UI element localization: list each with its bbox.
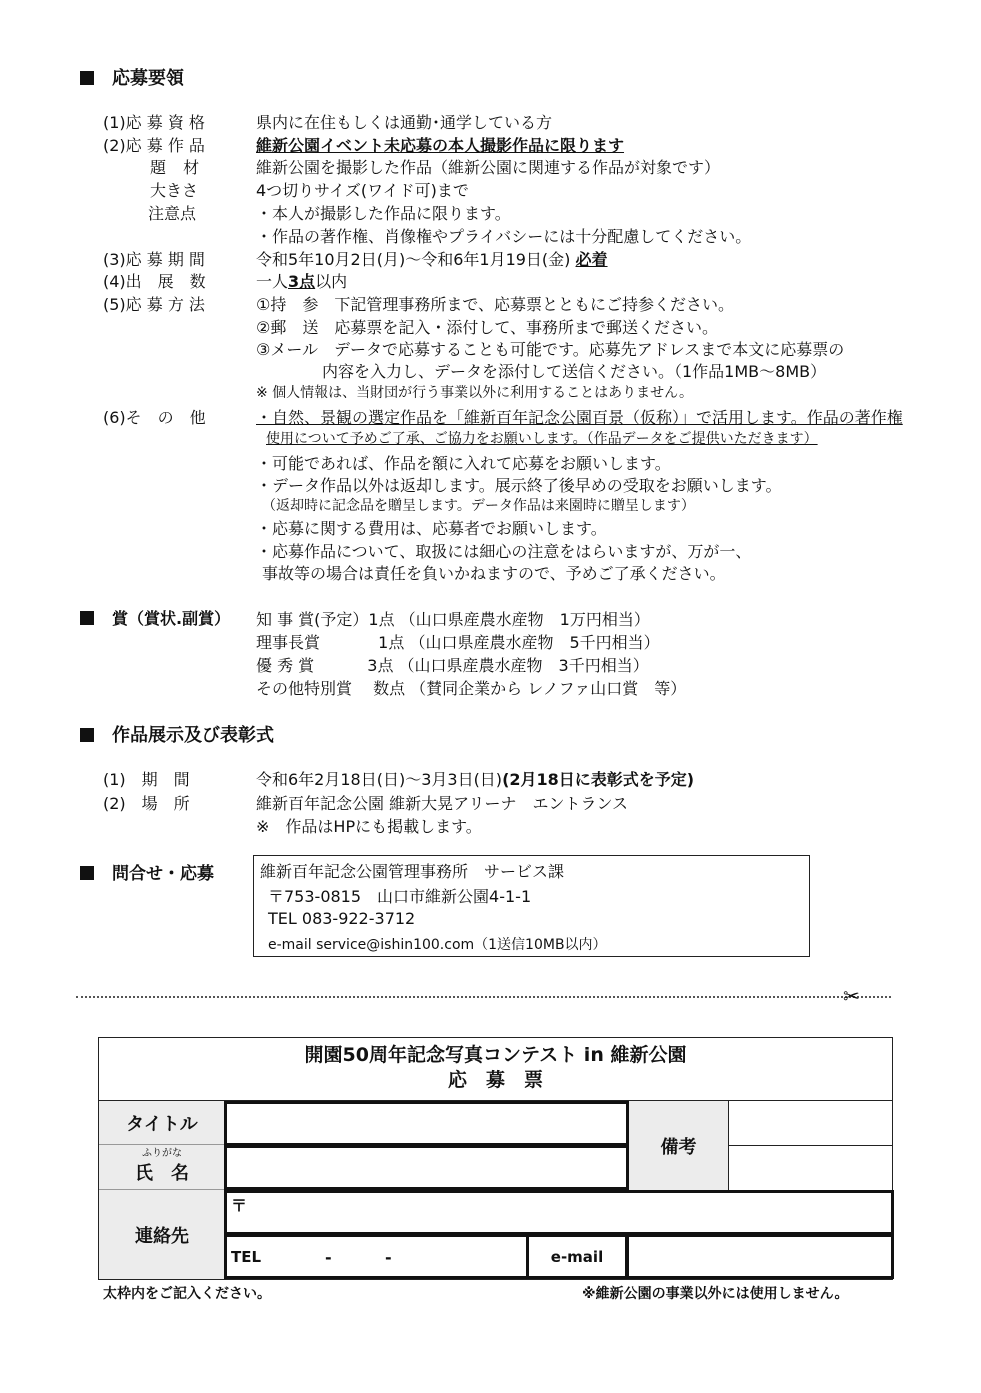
sub3-label: 注意点: [148, 204, 197, 223]
square-bullet-icon: [80, 611, 94, 625]
req3-bold: 必着: [575, 250, 608, 269]
req2-text: 維新公園イベント未応募の本人撮影作品に限ります: [256, 136, 625, 155]
req5-note: ※ 個人情報は、当財団が行う事業以外に利用することはありません。: [256, 385, 694, 401]
req6-line3: ・可能であれば、作品を額に入れて応募をお願いします。: [256, 454, 671, 473]
exhibit-period-text: 令和6年2月18日(日)～3月3日(日)(2月18日に表彰式を予定): [256, 770, 695, 789]
email-field[interactable]: [626, 1234, 894, 1279]
email-label: e-mail: [526, 1234, 628, 1279]
section-heading-exhibit: 作品展示及び表彰式: [80, 721, 274, 747]
sub2-text: 4つ切りサイズ(ワイド可)まで: [256, 181, 469, 200]
req6-line8: 事故等の場合は責任を負いかねますので、予めご了承ください。: [262, 564, 726, 583]
req6-line7: ・応募作品について、取扱には細心の注意をはらいますが、万が一、: [256, 542, 752, 561]
req4-label: (4)出 展 数: [103, 272, 206, 291]
req3-label: (3)応 募 期 間: [103, 250, 205, 269]
sub1-label: 題 材: [150, 158, 206, 177]
sub2-label: 大きさ: [150, 181, 199, 200]
square-bullet-icon: [80, 71, 94, 85]
sub3-text2: ・作品の著作権、肖像権やプライバシーには十分配慮してください。: [256, 227, 752, 246]
req6-line4: ・データ作品以外は返却します。展示終了後早めの受取をお願いします。: [256, 476, 782, 495]
contact-tel: TEL 083-922-3712: [268, 909, 416, 928]
bikou-field-2[interactable]: [728, 1145, 892, 1190]
exhibit-place-label: (2) 場 所: [103, 794, 190, 813]
req2-label: (2)応 募 作 品: [103, 136, 205, 155]
req6-line2: 使用について予めご了承、ご協力をお願いします。（作品データをご提供いただきます）: [266, 431, 818, 447]
tel-dash-2: -: [385, 1248, 392, 1267]
section-heading-contact: 問合せ・応募: [80, 859, 214, 884]
label-name-box: [99, 1145, 225, 1190]
entry-form: [98, 1037, 893, 1280]
req5-line1: ①持 参 下記管理事務所まで、応募票とともにご持参ください。: [256, 295, 735, 314]
label-name: 氏 名: [135, 1163, 189, 1184]
tel-dash-1: -: [325, 1248, 332, 1267]
form-title-main: 開園50周年記念写真コンテスト in 維新公園: [304, 1044, 687, 1066]
label-bikou: 備考: [629, 1101, 728, 1190]
name-field[interactable]: [224, 1145, 629, 1190]
award-row-4: その他特別賞 数点 （賛同企業から レノファ山口賞 等）: [256, 679, 687, 698]
contact-office: 維新百年記念公園管理事務所 サービス課: [260, 862, 565, 881]
contact-address: 〒753-0815 山口市維新公園4-1-1: [268, 887, 532, 906]
exhibit-note: ※ 作品はHPにも掲載します。: [256, 817, 482, 836]
award-row-1: 知 事 賞(予定）1点 （山口県産農水産物 1万円相当）: [256, 610, 650, 629]
req1-label: (1)応 募 資 格: [103, 113, 205, 132]
section-heading-awards: 賞（賞状.副賞）: [80, 606, 230, 629]
sub1-text: 維新公園を撮影した作品（維新公園に関連する作品が対象です）: [256, 158, 721, 177]
bikou-field-1[interactable]: [728, 1101, 892, 1146]
label-contact: 連絡先: [99, 1190, 225, 1279]
req6-line5: （返却時に記念品を贈呈します。データ作品は来園時に贈呈します）: [262, 498, 695, 514]
form-title: [99, 1038, 892, 1100]
req1-text: 県内に在住もしくは通勤･通学している方: [256, 113, 553, 132]
scissors-icon: ✂: [843, 984, 860, 1008]
req5-label: (5)応 募 方 法: [103, 295, 205, 314]
sub3-text1: ・本人が撮影した作品に限ります。: [256, 204, 511, 223]
exhibit-place-text: 維新百年記念公園 維新大晃アリーナ エントランス: [256, 794, 628, 813]
req6-label: (6)そ の 他: [103, 408, 206, 427]
label-furigana: ふりがな: [142, 1148, 182, 1159]
cut-line: [76, 996, 891, 998]
label-title: タイトル: [99, 1101, 225, 1145]
address-field[interactable]: [224, 1190, 894, 1235]
tel-label: TEL: [231, 1248, 262, 1266]
form-title-sub: 応 募 票: [447, 1069, 543, 1091]
tel-field[interactable]: [224, 1234, 529, 1279]
form-footer-left: 太枠内をご記入ください。: [103, 1286, 271, 1302]
postal-mark: 〒: [231, 1196, 248, 1215]
req5-line2: ②郵 送 応募票を記入・添付して、事務所まで郵送ください。: [256, 318, 719, 337]
req4-text: 一人3点以内: [256, 272, 348, 291]
award-row-2: 理事長賞 1点 （山口県産農水産物 5千円相当）: [256, 633, 660, 652]
exhibit-period-label: (1) 期 間: [103, 770, 190, 789]
title-field[interactable]: [224, 1101, 629, 1146]
req5-line3: ③メール データで応募することも可能です。応募先アドレスまで本文に応募票の: [256, 340, 845, 359]
req6-line1: ・自然、景観の選定作品を「維新百年記念公園百景（仮称）」で活用します。作品の著作権: [256, 408, 903, 427]
square-bullet-icon: [80, 728, 94, 742]
section-heading-ouboyoryo: 応募要領: [80, 64, 184, 90]
req6-line6: ・応募に関する費用は、応募者でお願いします。: [256, 519, 607, 538]
contact-email: e-mail service@ishin100.com（1送信10MB以内）: [268, 937, 607, 953]
req3-text: 令和5年10月2日(月)～令和6年1月19日(金) 必着: [256, 250, 608, 269]
square-bullet-icon: [80, 866, 94, 880]
award-row-3: 優 秀 賞 3点 （山口県産農水産物 3千円相当）: [256, 656, 649, 675]
form-footer-right: ※維新公園の事業以外には使用しません。: [582, 1286, 849, 1302]
req5-line4: 内容を入力し、データを添付して送信ください。（1作品1MB～8MB）: [322, 362, 827, 381]
contact-box: [253, 855, 810, 957]
